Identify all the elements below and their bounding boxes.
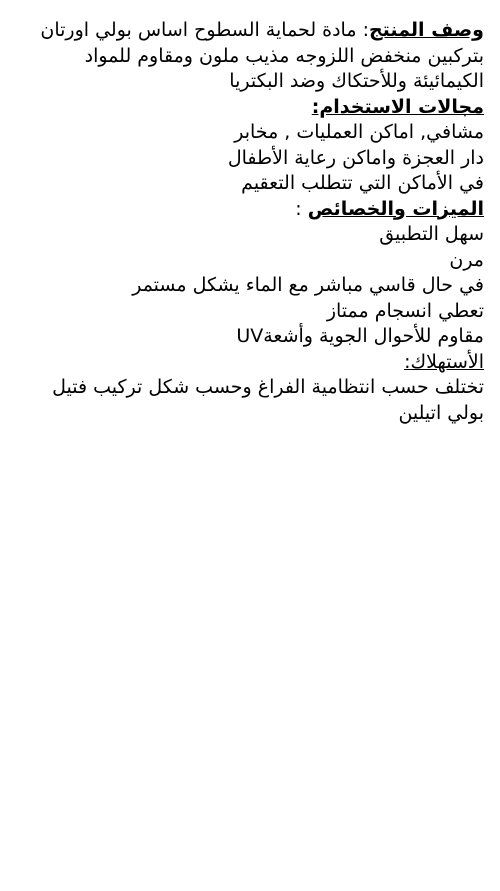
feature-item: مرن: [449, 248, 484, 271]
feature-item: مقاوم للأحوال الجوية وأشعةUV: [236, 325, 484, 347]
usage-item: في الأماكن التي تتطلب التعقيم: [241, 172, 484, 194]
description-heading: وصف المنتج: [368, 19, 484, 41]
product-description: [40, 18, 484, 95]
features-heading-row: [40, 197, 484, 223]
product-sheet: [40, 18, 484, 426]
description-line: بتركبين منخفض اللزوجه مذيب ملون ومقاوم للمواد: [84, 44, 484, 67]
features-heading: الميزات والخصائص: [307, 197, 484, 220]
consumption-line: تختلف حسب انتظامية الفراغ وحسب شكل تركيب فتيل: [52, 376, 484, 398]
consumption-heading: الأستهلاك:: [404, 350, 484, 373]
description-line: مادة لحماية السطوح اساس بولي اورتان: [40, 19, 357, 41]
feature-item: سهل التطبيق: [379, 223, 484, 245]
usage-heading: مجالات الاستخدام:: [311, 95, 484, 118]
description-colon: :: [362, 19, 369, 41]
description-line: الكيمائيئة وللأحتكاك وضد البكتريا: [229, 70, 484, 92]
feature-item: في حال قاسي مباشر مع الماء يشكل مستمر: [132, 274, 484, 296]
usage-item: مشافي, اماكن العمليات , مخابر: [234, 121, 484, 143]
feature-item: تعطي انسجام ممتاز: [326, 299, 484, 322]
usage-item: دار العجزة واماكن رعاية الأطفال: [227, 146, 484, 169]
consumption-line: بولي اتيلين: [398, 401, 484, 424]
features-heading-suffix: :: [295, 197, 308, 220]
